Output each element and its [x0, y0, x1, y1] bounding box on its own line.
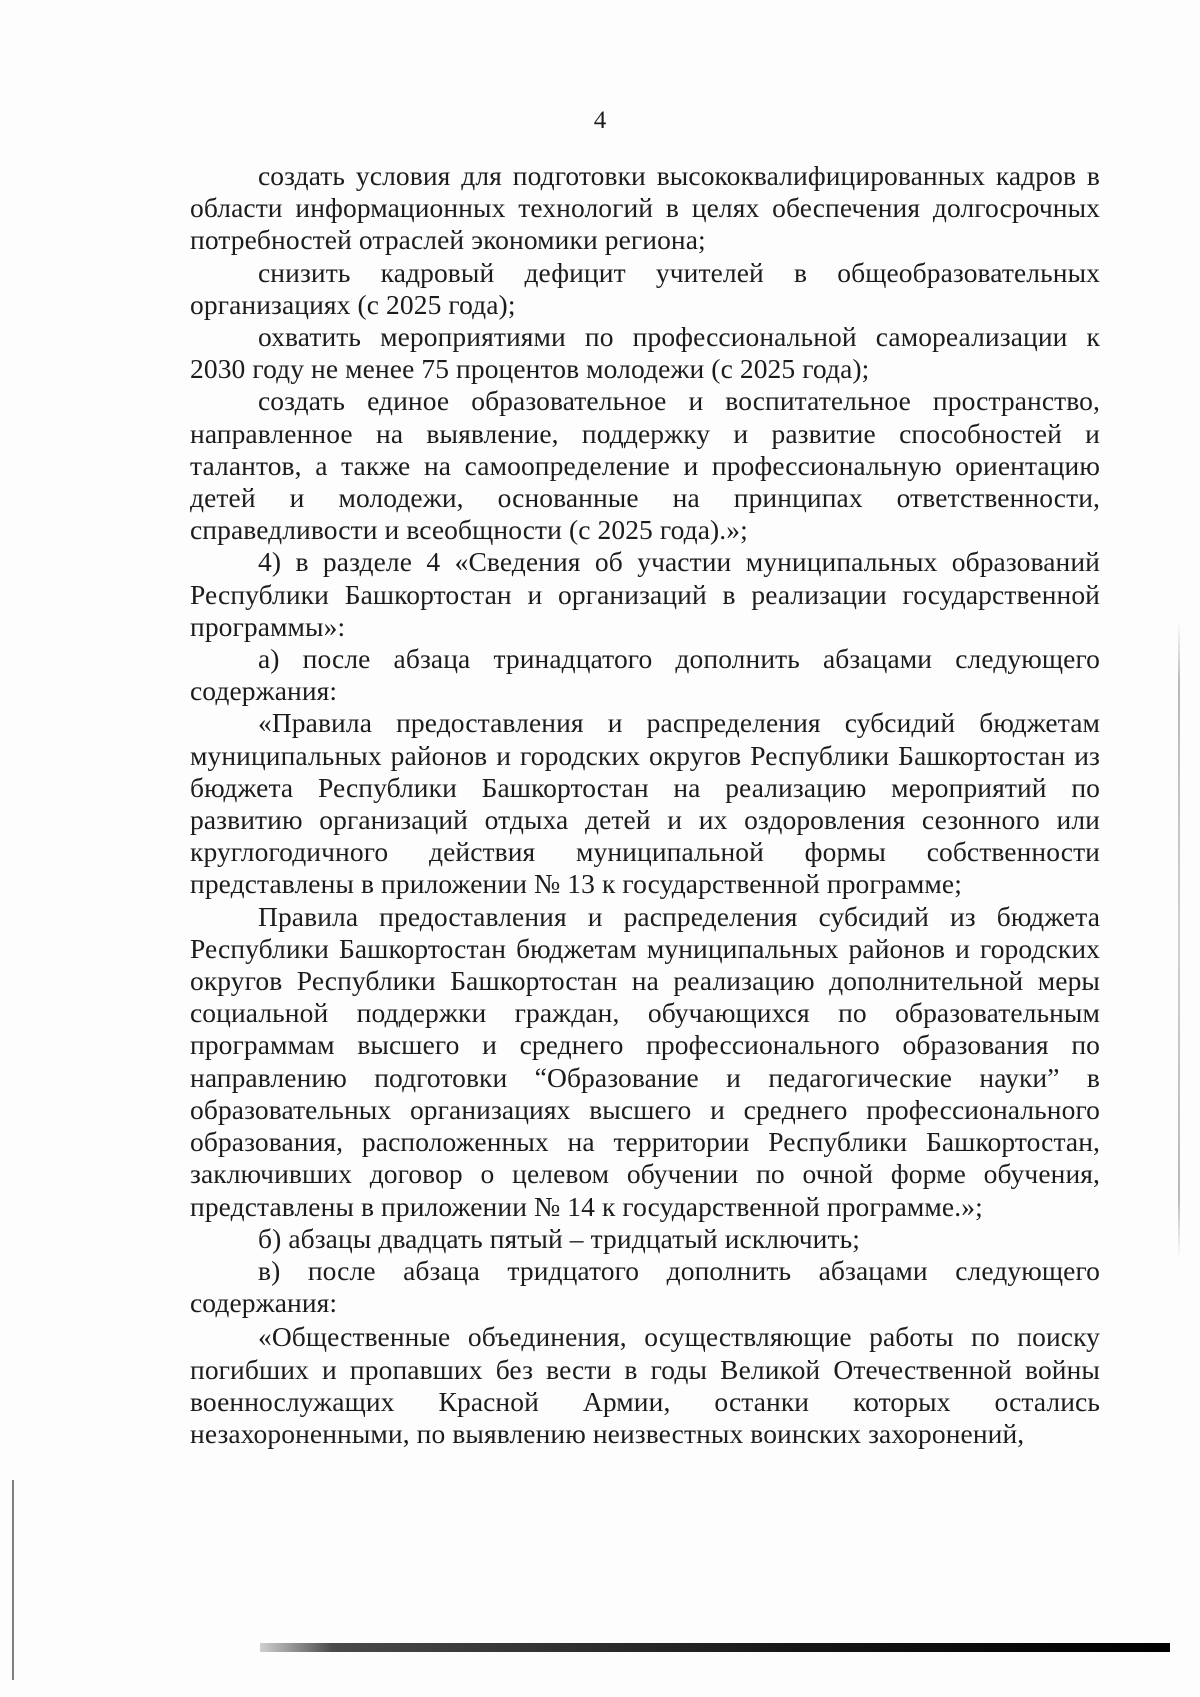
paragraph: создать единое образовательное и воспитательное пространство, направленное на выявление, поддержку и развитие способностей и талантов, а также на самоопределение и профессиональную ориентацию детей и молодежи, основанные на принципах ответственности, справедливости и всеобщности (с 2025 года).»; [190, 385, 1100, 546]
scan-edge-mark [1178, 620, 1180, 1260]
paragraph: создать условия для подготовки высококвалифицированных кадров в области информационных технологий в целях обеспечения долгосрочных потребностей отраслей экономики региона; [190, 160, 1100, 256]
paragraph: 4) в разделе 4 «Сведения об участии муниципальных образований Республики Башкортостан и организаций в реализации государственной программы»: [190, 546, 1100, 642]
paragraph: Правила предоставления и распределения субсидий из бюджета Республики Башкортостан бюджетам муниципальных районов и городских округов Республики Башкортостан на реализацию дополнительной меры социальной поддержки граждан, обучающихся по образовательным программам высшего и среднего профессионального образования по направлению подготовки “Образование и педагогические науки” в образовательных организациях высшего и среднего профессионального образования, расположенных на территории Республики Башкортостан, заключивших договор о целевом обучении по очной форме обучения, представлены в приложении № 14 к государственной программе.»; [190, 900, 1100, 1222]
paragraph: охватить мероприятиями по профессиональной самореализации к 2030 году не менее 75 процентов молодежи (с 2025 года); [190, 321, 1100, 385]
document-body [190, 160, 1100, 1450]
paragraph: «Правила предоставления и распределения субсидий бюджетам муниципальных районов и городских округов Республики Башкортостан из бюджета Республики Башкортостан на реализацию мероприятий по развитию организаций отдыха детей и их оздоровления сезонного или круглогодичного действия муниципальной формы собственности представлены в приложении № 13 к государственной программе; [190, 707, 1100, 900]
scan-bottom-shadow [260, 1643, 1170, 1652]
paragraph: в) после абзаца тридцатого дополнить абзацами следующего содержания: [190, 1254, 1100, 1319]
paragraph: а) после абзаца тринадцатого дополнить абзацами следующего содержания: [190, 643, 1100, 707]
scan-edge-mark [12, 1480, 14, 1680]
paragraph: «Общественные объединения, осуществляющие работы по поиску погибших и пропавших без вести в годы Великой Отечественной войны военнослужащих Красной Армии, останки которых остались незахороненными, по выявлению неизвестных воинских захоронений, [190, 1321, 1100, 1449]
page-number: 4 [593, 107, 607, 134]
paragraph: б) абзацы двадцать пятый – тридцатый исключить; [258, 1222, 860, 1254]
paragraph: снизить кадровый дефицит учителей в общеобразовательных организациях (с 2025 года); [190, 256, 1100, 320]
